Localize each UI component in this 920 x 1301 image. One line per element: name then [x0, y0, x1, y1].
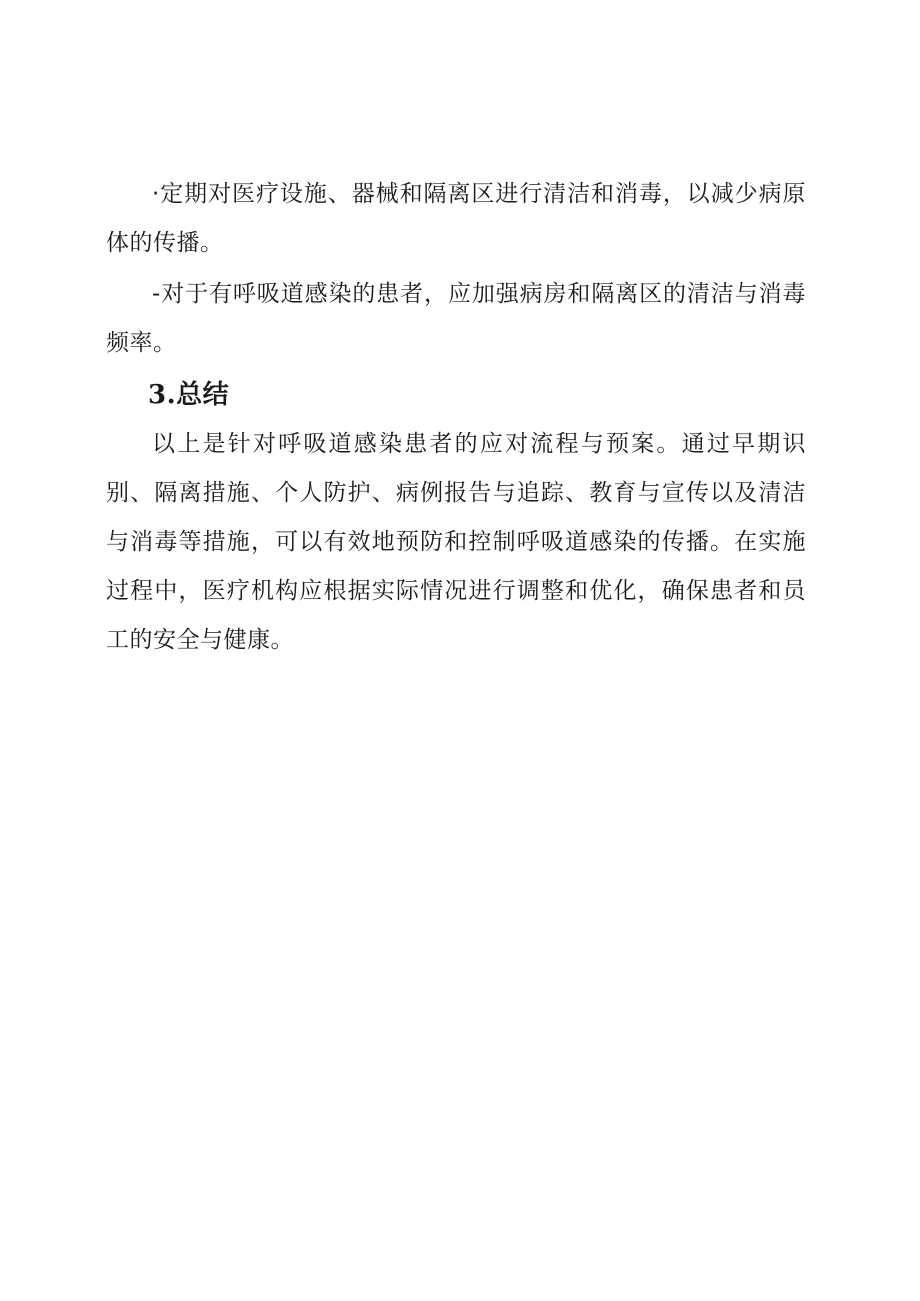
section-number: 3.	[148, 380, 177, 410]
paragraph-disinfection: ·定期对医疗设施、器械和隔离区进行清洁和消毒，以减少病原体的传播。	[106, 181, 806, 256]
section-title: 总结	[176, 380, 230, 410]
document-body	[106, 170, 806, 665]
paragraph-respiratory-patients: -对于有呼吸道感染的患者，应加强病房和隔离区的清洁与消毒频率。	[106, 281, 806, 356]
section-heading-summary	[106, 372, 806, 418]
paragraph-summary: 以上是针对呼吸道感染患者的应对流程与预案。通过早期识别、隔离措施、个人防护、病例报告与追踪、教育与宣传以及清洁与消毒等措施，可以有效地预防和控制呼吸道感染的传播。在实施过程中，医疗机构应根据实际情况进行调整和优化，确保患者和员工的安全与健康。	[106, 431, 806, 653]
